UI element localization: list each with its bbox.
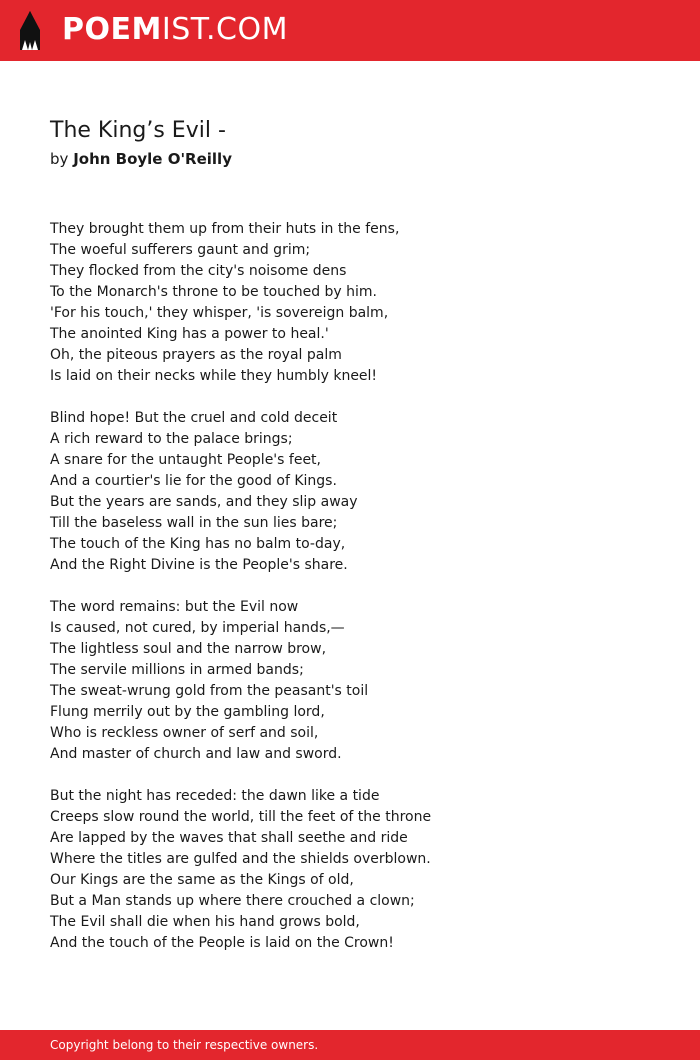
- poem-line: Is caused, not cured, by imperial hands,—: [50, 620, 345, 636]
- poem-line: And the touch of the People is laid on the Crown!: [50, 935, 394, 951]
- poem-line: The woeful sufferers gaunt and grim;: [50, 242, 311, 258]
- poem-line: Oh, the piteous prayers as the royal palm: [50, 347, 342, 363]
- poem-title: The King’s Evil -: [50, 118, 226, 143]
- author-name: John Boyle O'Reilly: [73, 150, 232, 168]
- copyright-notice: Copyright belong to their respective owners.: [50, 1038, 319, 1052]
- poem-line: The servile millions in armed bands;: [50, 662, 304, 678]
- poem-line: A rich reward to the palace brings;: [50, 431, 293, 447]
- poem-line: Till the baseless wall in the sun lies bare;: [50, 515, 338, 531]
- poem-line: A snare for the untaught People's feet,: [50, 452, 321, 468]
- poem-stanza: [50, 408, 650, 576]
- poem-line: The Evil shall die when his hand grows bold,: [50, 914, 360, 930]
- poem-line: Is laid on their necks while they humbly kneel!: [50, 368, 378, 384]
- poem-line: To the Monarch's throne to be touched by him.: [50, 284, 378, 300]
- poem-stanza: [50, 597, 650, 765]
- site-header: [0, 0, 700, 61]
- by-label: by: [50, 150, 69, 168]
- poem-line: Flung merrily out by the gambling lord,: [50, 704, 325, 720]
- poem-line: And a courtier's lie for the good of Kings.: [50, 473, 337, 489]
- poem-line: But the years are sands, and they slip away: [50, 494, 358, 510]
- poem-line: 'For his touch,' they whisper, 'is sovereign balm,: [50, 305, 389, 321]
- poem-line: They brought them up from their huts in the fens,: [50, 221, 400, 237]
- logo-light-text: IST.COM: [161, 12, 288, 47]
- poem-line: Blind hope! But the cruel and cold deceit: [50, 410, 338, 426]
- poem-line: Who is reckless owner of serf and soil,: [50, 725, 319, 741]
- poem-stanza: [50, 219, 650, 387]
- logo-bold-text: POEM: [62, 12, 162, 47]
- poem-line: Creeps slow round the world, till the feet of the throne: [50, 809, 432, 825]
- byline: [50, 148, 232, 170]
- poem-line: Our Kings are the same as the Kings of old,: [50, 872, 354, 888]
- poem-stanza: [50, 786, 650, 954]
- poem-line: And master of church and law and sword.: [50, 746, 342, 762]
- poem-line: The touch of the King has no balm to-day,: [50, 536, 346, 552]
- site-logo[interactable]: [62, 12, 288, 48]
- poem-line: And the Right Divine is the People's share.: [50, 557, 348, 573]
- poem-line: Where the titles are gulfed and the shields overblown.: [50, 851, 431, 867]
- poem-line: The sweat-wrung gold from the peasant's toil: [50, 683, 369, 699]
- site-footer: [0, 1030, 700, 1060]
- poem-line: The anointed King has a power to heal.': [50, 326, 329, 342]
- poem-line: They flocked from the city's noisome dens: [50, 263, 347, 279]
- poem-line: The lightless soul and the narrow brow,: [50, 641, 327, 657]
- poem-body: [50, 219, 650, 975]
- pen-nib-icon[interactable]: [18, 10, 42, 52]
- poem-line: But the night has receded: the dawn like a tide: [50, 788, 380, 804]
- poem-line: The word remains: but the Evil now: [50, 599, 299, 615]
- poem-line: But a Man stands up where there crouched a clown;: [50, 893, 415, 909]
- poem-line: Are lapped by the waves that shall seethe and ride: [50, 830, 408, 846]
